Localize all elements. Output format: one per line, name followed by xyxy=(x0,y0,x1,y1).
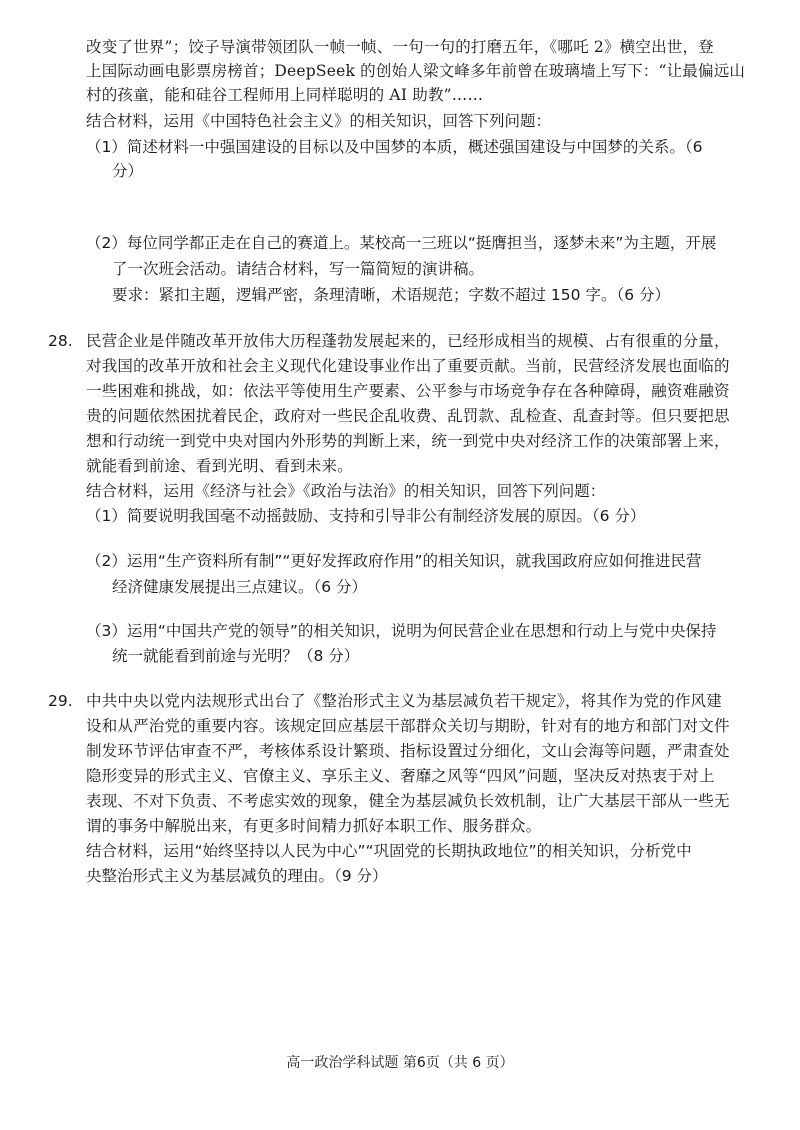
q28-sub1: （1）简要说明我国毫不动摇鼓励、支持和引导非公有制经济发展的原因。（6 分） xyxy=(86,507,646,525)
question-number: 28. xyxy=(48,332,73,350)
q28-sub2-line: 经济健康发展提出三点建议。（6 分） xyxy=(112,578,368,596)
q28-material-line: 对我国的改革开放和社会主义现代化建设事业作出了重要贡献。当前，民营经济发展也面临的 xyxy=(86,357,730,375)
q27-material-line: 改变了世界”；饺子导演带领团队一帧一帧、一句一句的打磨五年，《哪吒 2》横空出世，登 xyxy=(86,38,714,56)
q29-material-line: 表现、不对下负责、不考虑实效的现象，健全为基层减负长效机制，让广大基层干部从一些无 xyxy=(86,792,730,810)
q27-material-line: 上国际动画电影票房榜首；DeepSeek 的创始人梁文峰多年前曾在玻璃墙上写下：“让最偏远山 xyxy=(86,62,746,80)
q29-instruction-line: 结合材料，运用“始终坚持以人民为中心”“巩固党的长期执政地位”的相关知识，分析党中 xyxy=(86,842,692,860)
q29-material-line: 谓的事务中解脱出来，有更多时间精力抓好本职工作、服务群众。 xyxy=(86,817,542,835)
q29-material-line: 设和从严治党的重要内容。该规定回应基层干部群众关切与期盼，针对有的地方和部门对文件 xyxy=(86,717,730,735)
q27-sub2-requirement: 要求：紧扣主题，逻辑严密，条理清晰，术语规范；字数不超过 150 字。（6 分） xyxy=(112,286,670,304)
q29-material-line: 中共中央以党内法规形式出台了《整治形式主义为基层减负若干规定》，将其作为党的作风建 xyxy=(86,692,722,710)
q27-instruction: 结合材料，运用《中国特色社会主义》的相关知识，回答下列问题： xyxy=(86,112,552,130)
q28-material-line: 想和行动统一到党中央对国内外形势的判断上来，统一到党中央对经济工作的决策部署上来， xyxy=(86,432,730,450)
page-footer: 高一政治学科试题 第6页（共 6 页） xyxy=(286,1055,514,1071)
q27-sub2-line: 了一次班会活动。请结合材料，写一篇简短的演讲稿。 xyxy=(112,260,485,278)
q27-sub1-line: 分） xyxy=(112,162,144,180)
q28-sub3-line: （3）运用“中国共产党的领导”的相关知识，说明为何民营企业在思想和行动上与党中央保持 xyxy=(86,622,717,640)
q27-sub1-line: （1）简述材料一中强国建设的目标以及中国梦的本质，概述强国建设与中国梦的关系。（6 xyxy=(86,138,703,156)
q28-sub3-line: 统一就能看到前途与光明？（8 分） xyxy=(112,647,360,665)
q28-instruction: 结合材料，运用《经济与社会》《政治与法治》的相关知识，回答下列问题： xyxy=(86,482,606,500)
question-number: 29. xyxy=(48,692,73,710)
q29-instruction-line: 央整治形式主义为基层减负的理由。（9 分） xyxy=(86,867,388,885)
q28-sub2-line: （2）运用“生产资料所有制”“更好发挥政府作用”的相关知识，就我国政府应如何推进民营 xyxy=(86,552,702,570)
q28-material-line: 一些困难和挑战，如：依法平等使用生产要素、公平参与市场竞争存在各种障碍，融资难融资 xyxy=(86,382,730,400)
q28-material-line: 贵的问题依然困扰着民企，政府对一些民企乱收费、乱罚款、乱检查、乱查封等。但只要把思 xyxy=(86,407,730,425)
q27-material-line: 村的孩童，能和硅谷工程师用上同样聪明的 AI 助教”…… xyxy=(86,86,484,104)
q28-material-line: 民营企业是伴随改革开放伟大历程蓬勃发展起来的，已经形成相当的规模、占有很重的分量， xyxy=(86,332,730,350)
q29-material-line: 制发环节评估审查不严，考核体系设计繁琐、指标设置过分细化，文山会海等问题，严肃查处 xyxy=(86,742,730,760)
q29-material-line: 隐形变异的形式主义、官僚主义、享乐主义、奢靡之风等“四风”问题，坚决反对热衷于对上 xyxy=(86,767,715,785)
q28-material-line: 就能看到前途、看到光明、看到未来。 xyxy=(86,457,353,475)
q27-sub2-line: （2）每位同学都正走在自己的赛道上。某校高一三班以“挺膺担当，逐梦未来”为主题，开展 xyxy=(86,234,717,252)
